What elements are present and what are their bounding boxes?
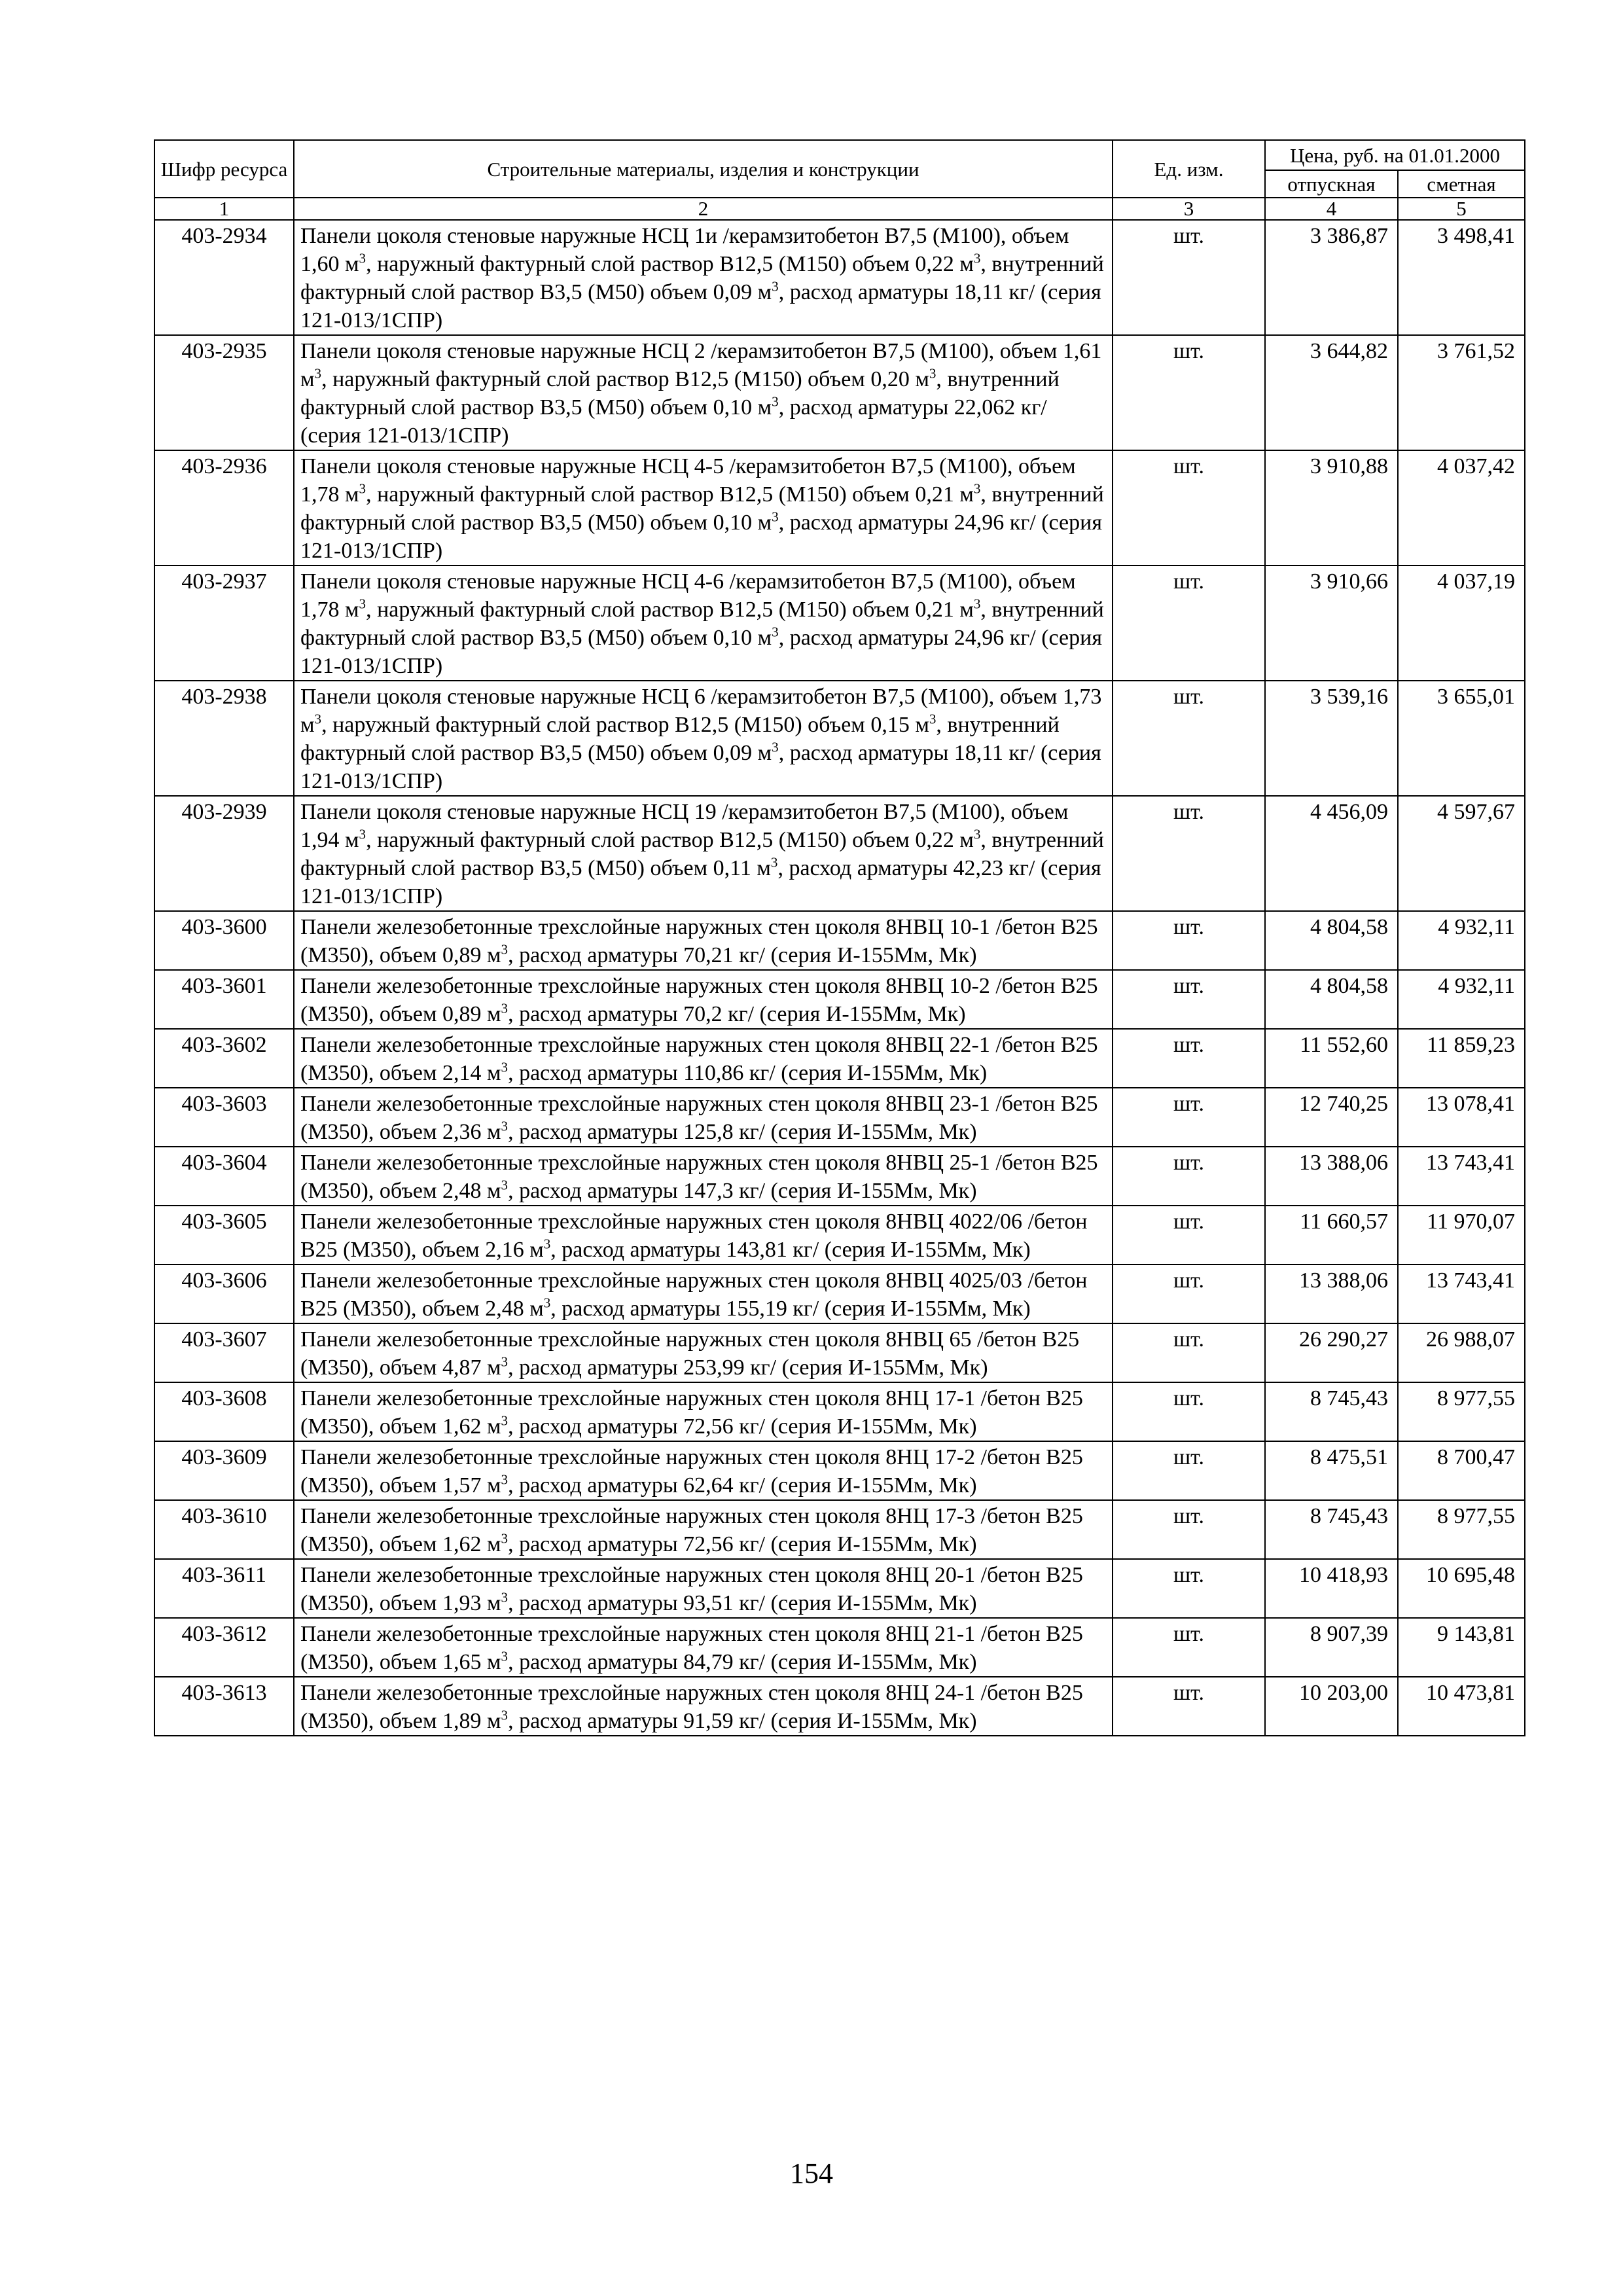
resource-code: 403-3611 (154, 1559, 294, 1618)
resource-code: 403-3606 (154, 1265, 294, 1323)
resource-code: 403-3602 (154, 1029, 294, 1088)
price-estimate: 9 143,81 (1398, 1618, 1525, 1677)
unit-of-measure: шт. (1113, 1265, 1265, 1323)
unit-of-measure: шт. (1113, 220, 1265, 335)
price-release: 10 418,93 (1265, 1559, 1398, 1618)
header-name: Строительные материалы, изделия и конструкции (294, 140, 1113, 198)
column-number: 4 (1265, 198, 1398, 220)
unit-of-measure: шт. (1113, 1382, 1265, 1441)
material-description: Панели железобетонные трехслойные наружных стен цоколя 8НВЦ 4022/06 /бетон В25 (М350), объем 2,16 $м^3$, расход арматуры 143,81 кг/ (серия И-155Мм, Мк) (294, 1206, 1113, 1265)
material-description: Панели железобетонные трехслойные наружных стен цоколя 8НВЦ 25-1 /бетон В25 (М350), объем 2,48 $м^3$, расход арматуры 147,3 кг/ (серия И-155Мм, Мк) (294, 1147, 1113, 1206)
column-number: 1 (154, 198, 294, 220)
unit-of-measure: шт. (1113, 796, 1265, 911)
material-description: Панели цоколя стеновые наружные НСЦ 1и /керамзитобетон В7,5 (М100), объем 1,60 $м^3$, наружный фактурный слой раствор В12,5 (М150) объем 0,22 $м^3$, внутренний фактурный слой раствор В3,5 (М50) объем 0,09 $м^3$, расход арматуры 18,11 кг/ (серия 121-013/1СПР) (294, 220, 1113, 335)
price-estimate: 4 932,11 (1398, 911, 1525, 970)
price-release: 10 203,00 (1265, 1677, 1398, 1736)
unit-of-measure: шт. (1113, 1618, 1265, 1677)
table-row (154, 1029, 1525, 1088)
material-description: Панели цоколя стеновые наружные НСЦ 2 /керамзитобетон В7,5 (М100), объем 1,61 $м^3$, наружный фактурный слой раствор В12,5 (М150) объем 0,20 $м^3$, внутренний фактурный слой раствор В3,5 (М50) объем 0,10 $м^3$, расход арматуры 22,062 кг/ (серия 121-013/1СПР) (294, 335, 1113, 450)
table-row (154, 565, 1525, 681)
resource-code: 403-2937 (154, 565, 294, 681)
price-release: 3 644,82 (1265, 335, 1398, 450)
material-description: Панели железобетонные трехслойные наружных стен цоколя 8НЦ 24-1 /бетон В25 (М350), объем 1,89 $м^3$, расход арматуры 91,59 кг/ (серия И-155Мм, Мк) (294, 1677, 1113, 1736)
unit-of-measure: шт. (1113, 1323, 1265, 1382)
price-estimate: 4 037,42 (1398, 450, 1525, 565)
price-release: 3 910,66 (1265, 565, 1398, 681)
price-estimate: 11 970,07 (1398, 1206, 1525, 1265)
table-row (154, 1206, 1525, 1265)
price-release: 13 388,06 (1265, 1147, 1398, 1206)
price-release: 3 386,87 (1265, 220, 1398, 335)
table-row (154, 220, 1525, 335)
table-row (154, 1265, 1525, 1323)
table-row (154, 1677, 1525, 1736)
page-number: 154 (790, 2157, 833, 2189)
resource-code: 403-3613 (154, 1677, 294, 1736)
table-header (154, 140, 1525, 220)
resource-code: 403-3604 (154, 1147, 294, 1206)
table-row (154, 1559, 1525, 1618)
price-release: 12 740,25 (1265, 1088, 1398, 1147)
table-row (154, 450, 1525, 565)
material-description: Панели железобетонные трехслойные наружных стен цоколя 8НЦ 21-1 /бетон В25 (М350), объем 1,65 $м^3$, расход арматуры 84,79 кг/ (серия И-155Мм, Мк) (294, 1618, 1113, 1677)
price-release: 8 745,43 (1265, 1500, 1398, 1559)
resource-code: 403-2936 (154, 450, 294, 565)
unit-of-measure: шт. (1113, 681, 1265, 796)
price-release: 3 910,88 (1265, 450, 1398, 565)
price-table (154, 139, 1525, 1736)
unit-of-measure: шт. (1113, 335, 1265, 450)
price-estimate: 10 695,48 (1398, 1559, 1525, 1618)
table-row (154, 796, 1525, 911)
resource-code: 403-3607 (154, 1323, 294, 1382)
price-estimate: 3 498,41 (1398, 220, 1525, 335)
resource-code: 403-3601 (154, 970, 294, 1029)
table-row (154, 970, 1525, 1029)
resource-code: 403-3605 (154, 1206, 294, 1265)
material-description: Панели железобетонные трехслойные наружных стен цоколя 8НВЦ 65 /бетон В25 (М350), объем 4,87 $м^3$, расход арматуры 253,99 кг/ (серия И-155Мм, Мк) (294, 1323, 1113, 1382)
table-row (154, 1088, 1525, 1147)
resource-code: 403-3610 (154, 1500, 294, 1559)
price-release: 26 290,27 (1265, 1323, 1398, 1382)
header-price-release: отпускная (1265, 170, 1398, 198)
unit-of-measure: шт. (1113, 970, 1265, 1029)
unit-of-measure: шт. (1113, 1029, 1265, 1088)
material-description: Панели железобетонные трехслойные наружных стен цоколя 8НВЦ 4025/03 /бетон В25 (М350), объем 2,48 $м^3$, расход арматуры 155,19 кг/ (серия И-155Мм, Мк) (294, 1265, 1113, 1323)
table-row (154, 1382, 1525, 1441)
resource-code: 403-3612 (154, 1618, 294, 1677)
price-estimate: 26 988,07 (1398, 1323, 1525, 1382)
table-row (154, 1441, 1525, 1500)
resource-code: 403-2935 (154, 335, 294, 450)
price-release: 13 388,06 (1265, 1265, 1398, 1323)
resource-code: 403-2934 (154, 220, 294, 335)
unit-of-measure: шт. (1113, 565, 1265, 681)
unit-of-measure: шт. (1113, 1559, 1265, 1618)
price-release: 3 539,16 (1265, 681, 1398, 796)
resource-code: 403-3608 (154, 1382, 294, 1441)
table-body (154, 220, 1525, 1736)
price-estimate: 8 977,55 (1398, 1500, 1525, 1559)
unit-of-measure: шт. (1113, 1147, 1265, 1206)
material-description: Панели цоколя стеновые наружные НСЦ 6 /керамзитобетон В7,5 (М100), объем 1,73 $м^3$, наружный фактурный слой раствор В12,5 (М150) объем 0,15 $м^3$, внутренний фактурный слой раствор В3,5 (М50) объем 0,09 $м^3$, расход арматуры 18,11 кг/ (серия 121-013/1СПР) (294, 681, 1113, 796)
price-estimate: 11 859,23 (1398, 1029, 1525, 1088)
unit-of-measure: шт. (1113, 1441, 1265, 1500)
header-price-estimate: сметная (1398, 170, 1525, 198)
material-description: Панели железобетонные трехслойные наружных стен цоколя 8НЦ 17-1 /бетон В25 (М350), объем 1,62 $м^3$, расход арматуры 72,56 кг/ (серия И-155Мм, Мк) (294, 1382, 1113, 1441)
price-estimate: 13 743,41 (1398, 1147, 1525, 1206)
table-row (154, 1618, 1525, 1677)
price-release: 8 475,51 (1265, 1441, 1398, 1500)
header-code: Шифр ресурса (154, 140, 294, 198)
price-release: 8 907,39 (1265, 1618, 1398, 1677)
unit-of-measure: шт. (1113, 1206, 1265, 1265)
column-number: 3 (1113, 198, 1265, 220)
column-number: 2 (294, 198, 1113, 220)
price-release: 4 804,58 (1265, 970, 1398, 1029)
price-estimate: 8 700,47 (1398, 1441, 1525, 1500)
price-release: 8 745,43 (1265, 1382, 1398, 1441)
table-row (154, 1500, 1525, 1559)
material-description: Панели железобетонные трехслойные наружных стен цоколя 8НВЦ 22-1 /бетон В25 (М350), объем 2,14 $м^3$, расход арматуры 110,86 кг/ (серия И-155Мм, Мк) (294, 1029, 1113, 1088)
material-description: Панели железобетонные трехслойные наружных стен цоколя 8НЦ 17-3 /бетон В25 (М350), объем 1,62 $м^3$, расход арматуры 72,56 кг/ (серия И-155Мм, Мк) (294, 1500, 1113, 1559)
resource-code: 403-3609 (154, 1441, 294, 1500)
material-description: Панели железобетонные трехслойные наружных стен цоколя 8НЦ 20-1 /бетон В25 (М350), объем 1,93 $м^3$, расход арматуры 93,51 кг/ (серия И-155Мм, Мк) (294, 1559, 1113, 1618)
table-row (154, 911, 1525, 970)
price-estimate: 3 761,52 (1398, 335, 1525, 450)
material-description: Панели железобетонные трехслойные наружных стен цоколя 8НЦ 17-2 /бетон В25 (М350), объем 1,57 $м^3$, расход арматуры 62,64 кг/ (серия И-155Мм, Мк) (294, 1441, 1113, 1500)
unit-of-measure: шт. (1113, 1088, 1265, 1147)
header-price: Цена, руб. на 01.01.2000 (1265, 140, 1525, 170)
price-estimate: 4 037,19 (1398, 565, 1525, 681)
material-description: Панели железобетонные трехслойные наружных стен цоколя 8НВЦ 10-2 /бетон В25 (М350), объем 0,89 $м^3$, расход арматуры 70,2 кг/ (серия И-155Мм, Мк) (294, 970, 1113, 1029)
price-estimate: 4 597,67 (1398, 796, 1525, 911)
material-description: Панели цоколя стеновые наружные НСЦ 19 /керамзитобетон В7,5 (М100), объем 1,94 $м^3$, наружный фактурный слой раствор В12,5 (М150) объем 0,22 $м^3$, внутренний фактурный слой раствор В3,5 (М50) объем 0,11 $м^3$, расход арматуры 42,23 кг/ (серия 121-013/1СПР) (294, 796, 1113, 911)
resource-code: 403-3600 (154, 911, 294, 970)
unit-of-measure: шт. (1113, 911, 1265, 970)
column-number: 5 (1398, 198, 1525, 220)
price-release: 11 552,60 (1265, 1029, 1398, 1088)
price-estimate: 13 743,41 (1398, 1265, 1525, 1323)
table-row (154, 1147, 1525, 1206)
price-estimate: 13 078,41 (1398, 1088, 1525, 1147)
table-row (154, 1323, 1525, 1382)
price-estimate: 8 977,55 (1398, 1382, 1525, 1441)
resource-code: 403-2939 (154, 796, 294, 911)
unit-of-measure: шт. (1113, 450, 1265, 565)
material-description: Панели цоколя стеновые наружные НСЦ 4-6 /керамзитобетон В7,5 (М100), объем 1,78 $м^3$, наружный фактурный слой раствор В12,5 (М150) объем 0,21 $м^3$, внутренний фактурный слой раствор В3,5 (М50) объем 0,10 $м^3$, расход арматуры 24,96 кг/ (серия 121-013/1СПР) (294, 565, 1113, 681)
price-estimate: 10 473,81 (1398, 1677, 1525, 1736)
price-estimate: 3 655,01 (1398, 681, 1525, 796)
table-row (154, 335, 1525, 450)
price-release: 4 804,58 (1265, 911, 1398, 970)
header-unit: Ед. изм. (1113, 140, 1265, 198)
table-row (154, 681, 1525, 796)
material-description: Панели железобетонные трехслойные наружных стен цоколя 8НВЦ 10-1 /бетон В25 (М350), объем 0,89 $м^3$, расход арматуры 70,21 кг/ (серия И-155Мм, Мк) (294, 911, 1113, 970)
unit-of-measure: шт. (1113, 1677, 1265, 1736)
price-release: 4 456,09 (1265, 796, 1398, 911)
price-release: 11 660,57 (1265, 1206, 1398, 1265)
material-description: Панели цоколя стеновые наружные НСЦ 4-5 /керамзитобетон В7,5 (М100), объем 1,78 $м^3$, наружный фактурный слой раствор В12,5 (М150) объем 0,21 $м^3$, внутренний фактурный слой раствор В3,5 (М50) объем 0,10 $м^3$, расход арматуры 24,96 кг/ (серия 121-013/1СПР) (294, 450, 1113, 565)
unit-of-measure: шт. (1113, 1500, 1265, 1559)
resource-code: 403-2938 (154, 681, 294, 796)
price-estimate: 4 932,11 (1398, 970, 1525, 1029)
resource-code: 403-3603 (154, 1088, 294, 1147)
material-description: Панели железобетонные трехслойные наружных стен цоколя 8НВЦ 23-1 /бетон В25 (М350), объем 2,36 $м^3$, расход арматуры 125,8 кг/ (серия И-155Мм, Мк) (294, 1088, 1113, 1147)
